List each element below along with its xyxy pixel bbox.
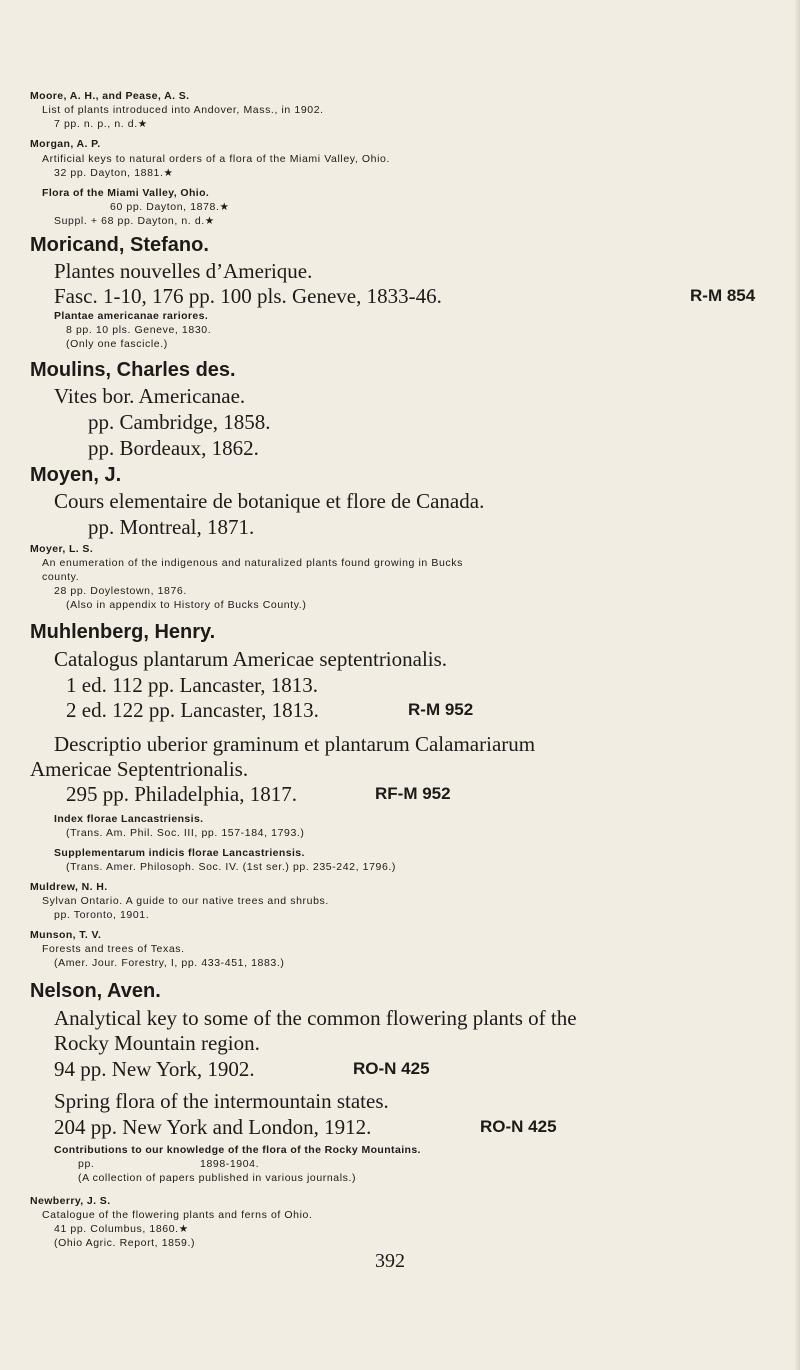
entry-text: (Trans. Am. Phil. Soc. III, pp. 157-184, 1793.) (66, 827, 305, 839)
call-number: R-M 854 (690, 286, 756, 305)
entry-text: 2 ed. 122 pp. Lancaster, 1813. (66, 698, 319, 722)
entry-text: 295 pp. Philadelphia, 1817. (66, 782, 297, 806)
entry-text: Plantes nouvelles d’Amerique. (54, 259, 313, 283)
call-number: RO-N 425 (353, 1059, 430, 1078)
entry-heading: Moricand, Stefano. (30, 234, 209, 256)
entry-text: 60 pp. Dayton, 1878.★ (110, 201, 230, 213)
entry-text: pp. Montreal, 1871. (88, 515, 255, 539)
entry-text: (Trans. Amer. Philosoph. Soc. IV. (1st ser.) pp. 235-242, 1796.) (66, 861, 397, 873)
entry-text: 8 pp. 10 pls. Geneve, 1830. (66, 324, 212, 336)
call-number: RF-M 952 (375, 784, 451, 803)
entry-text: (Also in appendix to History of Bucks County.) (66, 599, 307, 611)
call-number: R-M 952 (408, 700, 474, 719)
entry-text: Catalogus plantarum Americae septentrionalis. (54, 647, 448, 671)
entry-heading: Supplementarum indicis florae Lancastriensis. (54, 847, 305, 859)
entry-text: Forests and trees of Texas. (42, 943, 185, 955)
entry-heading: Plantae americanae rariores. (54, 310, 209, 322)
entry-text: An enumeration of the indigenous and naturalized plants found growing in Bucks (42, 557, 463, 569)
entry-text: Americae Septentrionalis. (30, 757, 249, 781)
entry-text: (Amer. Jour. Forestry, I, pp. 433-451, 1883.) (54, 957, 285, 969)
entry-text: 1 ed. 112 pp. Lancaster, 1813. (66, 673, 319, 697)
entry-text: Cours elementaire de botanique et flore de Canada. (54, 489, 485, 513)
entry-text: Vites bor. Americanae. (54, 384, 246, 408)
entry-heading: Munson, T. V. (30, 929, 102, 941)
entry-text: Sylvan Ontario. A guide to our native trees and shrubs. (42, 895, 329, 907)
entry-text: 28 pp. Doylestown, 1876. (54, 585, 187, 597)
entry-heading: Muldrew, N. H. (30, 881, 108, 893)
entry-heading: Morgan, A. P. (30, 138, 101, 150)
page-number: 392 (375, 1250, 405, 1272)
entry-text: 41 pp. Columbus, 1860.★ (54, 1223, 189, 1235)
entry-text: 94 pp. New York, 1902. (54, 1057, 255, 1081)
entry-text: Analytical key to some of the common flowering plants of the (54, 1006, 577, 1030)
entry-text: Suppl. + 68 pp. Dayton, n. d.★ (54, 215, 215, 227)
entry-text: 7 pp. n. p., n. d.★ (54, 118, 148, 130)
entry-heading: Flora of the Miami Valley, Ohio. (42, 187, 210, 199)
entry-text: pp. Cambridge, 1858. (88, 410, 271, 434)
call-number: RO-N 425 (480, 1117, 557, 1136)
entry-text: pp. Bordeaux, 1862. (88, 436, 259, 460)
entry-text: Spring flora of the intermountain states. (54, 1089, 389, 1113)
entry-text: pp. Toronto, 1901. (54, 909, 150, 921)
entry-heading: Nelson, Aven. (30, 980, 161, 1002)
entry-heading: Moyer, L. S. (30, 543, 94, 555)
entry-text: Rocky Mountain region. (54, 1031, 260, 1055)
entry-heading: Index florae Lancastriensis. (54, 813, 204, 825)
page-edge-shadow (794, 0, 800, 1370)
entry-text: (Only one fascicle.) (66, 338, 168, 350)
entry-heading: Muhlenberg, Henry. (30, 621, 216, 643)
entry-text: 1898-1904. (200, 1158, 260, 1170)
entry-text: (Ohio Agric. Report, 1859.) (54, 1237, 196, 1249)
entry-heading: Contributions to our knowledge of the flora of the Rocky Mountains. (54, 1144, 421, 1156)
entry-text: Fasc. 1-10, 176 pp. 100 pls. Geneve, 1833-46. (54, 284, 442, 308)
entry-text: (A collection of papers published in various journals.) (78, 1172, 357, 1184)
entry-text: county. (42, 571, 80, 583)
entry-text: 32 pp. Dayton, 1881.★ (54, 167, 174, 179)
entry-text: List of plants introduced into Andover, Mass., in 1902. (42, 104, 324, 116)
entry-text: pp. (78, 1158, 95, 1170)
entry-heading: Moyen, J. (30, 464, 122, 486)
entry-heading: Moulins, Charles des. (30, 359, 236, 381)
entry-text: Artificial keys to natural orders of a flora of the Miami Valley, Ohio. (42, 153, 391, 165)
entry-text: Catalogue of the flowering plants and ferns of Ohio. (42, 1209, 313, 1221)
entry-text: 204 pp. New York and London, 1912. (54, 1115, 372, 1139)
entry-text: Descriptio uberior graminum et plantarum Calamariarum (54, 732, 536, 756)
entry-heading: Moore, A. H., and Pease, A. S. (30, 90, 190, 102)
entry-heading: Newberry, J. S. (30, 1195, 111, 1207)
